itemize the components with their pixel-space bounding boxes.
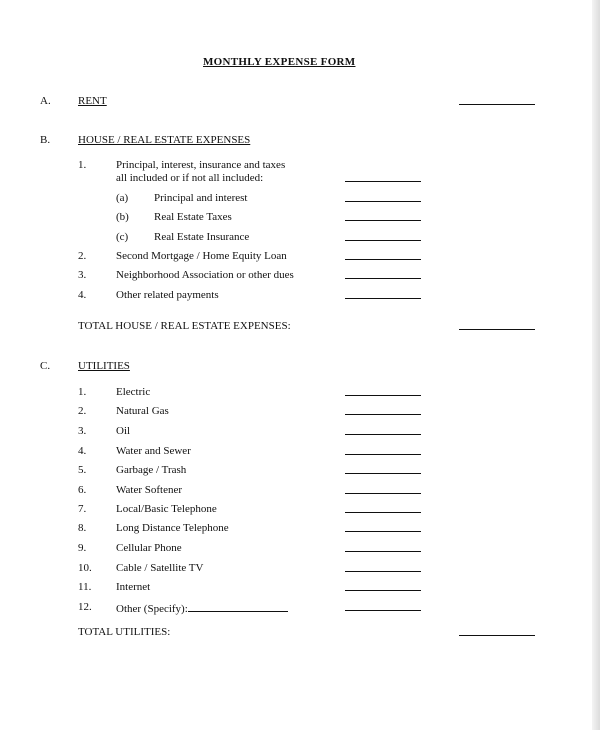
b-item-3-blank[interactable] (345, 278, 421, 279)
c-item-12-number: 12. (78, 601, 92, 613)
b-sub-a-blank[interactable] (345, 201, 421, 202)
c-item-3-label: Oil (116, 425, 131, 437)
b-item-2-label: Second Mortgage / Home Equity Loan (116, 250, 287, 262)
b-sub-a-letter: (a) (116, 192, 129, 204)
b-item-2-number: 2. (78, 250, 87, 262)
c-item-10-number: 10. (78, 562, 92, 574)
b-sub-b-letter: (b) (116, 211, 129, 223)
b-sub-b-label: Real Estate Taxes (154, 211, 232, 223)
b-item-1-label-line2: all included or if not all included: (116, 172, 264, 184)
c-item-11-number: 11. (78, 581, 92, 593)
b-item-4-blank[interactable] (345, 298, 421, 299)
c-item-10-blank[interactable] (345, 571, 421, 572)
c-item-2-blank[interactable] (345, 414, 421, 415)
c-item-4-label: Water and Sewer (116, 445, 191, 457)
c-item-12-blank[interactable] (345, 610, 421, 611)
c-item-1-label: Electric (116, 386, 151, 398)
rent-amount-blank[interactable] (459, 104, 535, 105)
c-item-11-label: Internet (116, 581, 151, 593)
c-item-3-number: 3. (78, 425, 87, 437)
c-item-8-label: Long Distance Telephone (116, 522, 229, 534)
c-item-5-label: Garbage / Trash (116, 464, 187, 476)
section-b-letter: B. (40, 134, 51, 146)
c-item-9-blank[interactable] (345, 551, 421, 552)
b-item-4-number: 4. (78, 289, 87, 301)
c-item-11-blank[interactable] (345, 590, 421, 591)
c-item-6-blank[interactable] (345, 493, 421, 494)
c-item-2-number: 2. (78, 405, 87, 417)
b-item-1-label-line1: Principal, interest, insurance and taxes (116, 159, 286, 171)
b-item-1-number: 1. (78, 159, 87, 171)
form-title: MONTHLY EXPENSE FORM (203, 56, 356, 68)
b-sub-c-label: Real Estate Insurance (154, 231, 250, 243)
c-total-blank[interactable] (459, 635, 535, 636)
c-item-7-number: 7. (78, 503, 87, 515)
section-a-letter: A. (40, 95, 51, 107)
b-item-2-blank[interactable] (345, 259, 421, 260)
c-item-4-number: 4. (78, 445, 87, 457)
section-b-heading: HOUSE / REAL ESTATE EXPENSES (78, 134, 251, 146)
c-item-6-number: 6. (78, 484, 87, 496)
b-sub-a-label: Principal and interest (154, 192, 248, 204)
c-item-9-label: Cellular Phone (116, 542, 182, 554)
b-sub-c-letter: (c) (116, 231, 129, 243)
c-item-1-number: 1. (78, 386, 87, 398)
c-item-10-label: Cable / Satellite TV (116, 562, 204, 574)
b-item-3-label: Neighborhood Association or other dues (116, 269, 294, 281)
b-sub-b-blank[interactable] (345, 220, 421, 221)
b-total-blank[interactable] (459, 329, 535, 330)
c-item-4-blank[interactable] (345, 454, 421, 455)
c-item-8-number: 8. (78, 522, 87, 534)
c-item-1-blank[interactable] (345, 395, 421, 396)
other-specify-blank[interactable] (188, 601, 288, 612)
c-item-5-blank[interactable] (345, 473, 421, 474)
c-item-2-label: Natural Gas (116, 405, 169, 417)
section-a-heading: RENT (78, 95, 107, 107)
c-item-9-number: 9. (78, 542, 87, 554)
page-edge-shadow (592, 0, 600, 730)
section-c-letter: C. (40, 360, 51, 372)
c-item-8-blank[interactable] (345, 531, 421, 532)
b-total-label: TOTAL HOUSE / REAL ESTATE EXPENSES: (78, 320, 291, 332)
c-item-6-label: Water Softener (116, 484, 182, 496)
c-item-12-label: Other (Specify): (116, 603, 188, 615)
b-item-4-label: Other related payments (116, 289, 219, 301)
c-item-7-blank[interactable] (345, 512, 421, 513)
c-item-12-row (116, 601, 288, 616)
c-item-5-number: 5. (78, 464, 87, 476)
b-sub-c-blank[interactable] (345, 240, 421, 241)
c-item-7-label: Local/Basic Telephone (116, 503, 217, 515)
c-item-3-blank[interactable] (345, 434, 421, 435)
c-total-label: TOTAL UTILITIES: (78, 626, 171, 638)
b-item-1-blank[interactable] (345, 181, 421, 182)
b-item-3-number: 3. (78, 269, 87, 281)
section-c-heading: UTILITIES (78, 360, 130, 372)
